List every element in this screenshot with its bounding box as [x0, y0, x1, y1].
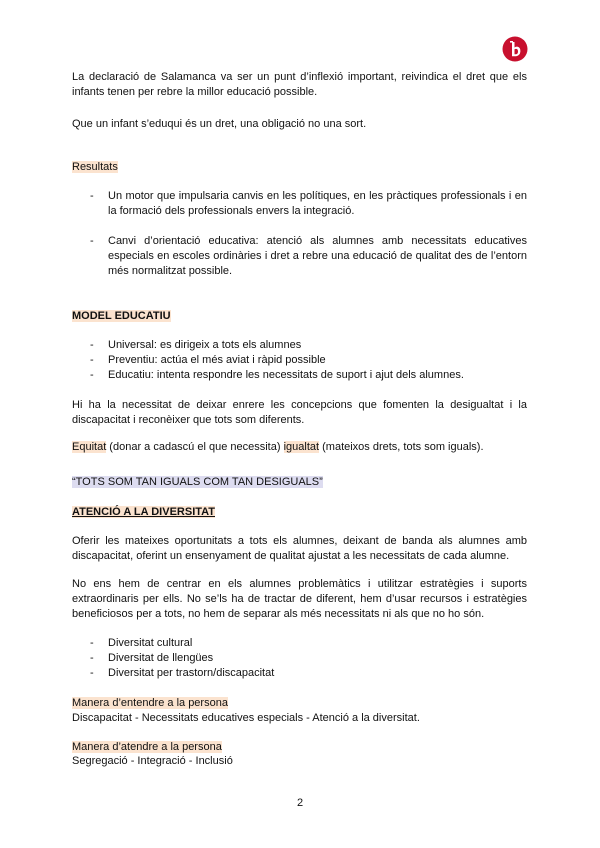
atencio-paragraph-1: Oferir les mateixes oportunitats a tots els alumnes, deixant de banda als alumnes amb discapacitat, oferint un ensenyament de qualitat ajustat a les necessitats de cada alumne.: [72, 535, 527, 562]
list-item: - Canvi d’orientació educativa: atenció als alumnes amb necessitats educatives especials en escoles ordinàries i dret a rebre una educació de qualitat des de l’entorn més normalitzat possible.: [72, 234, 527, 279]
entendre-text: Discapacitat - Necessitats educatives especials - Atenció a la diversitat.: [72, 712, 420, 724]
entendre-heading: [72, 696, 527, 711]
model-list: [72, 338, 527, 383]
model-heading-text: MODEL EDUCATIU: [72, 310, 171, 322]
university-logo-icon: [502, 36, 528, 62]
atencio-list: [72, 636, 527, 681]
list-item: - Un motor que impulsaria canvis en les polítiques, en les pràctiques professionals i en la formació dels professionals envers la integració.: [72, 189, 527, 219]
intro-paragraph-2: Que un infant s’eduqui és un dret, una obligació no una sort.: [72, 118, 367, 130]
page-number: 2: [296, 797, 304, 809]
quote-line: [72, 475, 527, 490]
model-paragraph-1: Hi ha la necessitat de deixar enrere les concepcions que fomenten la desigualtat i la discapacitat i reconèixer que tots som diferents.: [72, 399, 527, 426]
igualtat-word: igualtat: [283, 441, 320, 453]
resultats-list: [72, 189, 527, 219]
igualtat-text: (mateixos drets, tots som iguals).: [319, 441, 484, 453]
equitat-text: (donar a cadascú el que necessita): [106, 441, 284, 453]
atendre-heading: [72, 740, 527, 755]
list-item: - Educatiu: intenta respondre les necessitats de suport i ajut dels alumnes.: [72, 368, 527, 383]
intro-paragraph-1: La declaració de Salamanca va ser un punt d’inflexió important, reivindica el dret que els infants tenen per rebre la millor educació possible.: [72, 71, 527, 98]
equitat-line: [72, 440, 527, 455]
model-heading: [72, 309, 527, 324]
atencio-paragraph-2: No ens hem de centrar en els alumnes problemàtics i utilitzar estratègies i suports extraordinaris per ells. No se’ls ha de tractar de diferent, hem d’usar recursos i estratègies beneficiosos per a tots, no hem de separar als més necessitats ni als que no ho són.: [72, 578, 527, 620]
quote-text: “TOTS SOM TAN IGUALS COM TAN DESIGUALS”: [72, 476, 323, 488]
list-item: - Diversitat cultural: [72, 636, 527, 651]
entendre-heading-text: Manera d’entendre a la persona: [72, 697, 228, 709]
atendre-heading-text: Manera d’atendre a la persona: [72, 741, 222, 753]
list-item: - Preventiu: actúa el més aviat i ràpid possible: [72, 353, 527, 368]
equitat-word: Equitat: [72, 441, 107, 453]
list-item: - Diversitat de llengües: [72, 651, 527, 666]
list-item: - Universal: es dirigeix a tots els alumnes: [72, 338, 527, 353]
resultats-list-2: [72, 234, 527, 279]
atendre-text: Segregació - Integració - Inclusió: [72, 755, 233, 767]
resultats-heading: [72, 160, 527, 175]
resultats-heading-text: Resultats: [72, 161, 118, 173]
list-item: - Diversitat per trastorn/discapacitat: [72, 666, 527, 681]
atencio-heading-text: ATENCIÓ A LA DIVERSITAT: [72, 506, 215, 518]
atencio-heading: [72, 505, 527, 520]
